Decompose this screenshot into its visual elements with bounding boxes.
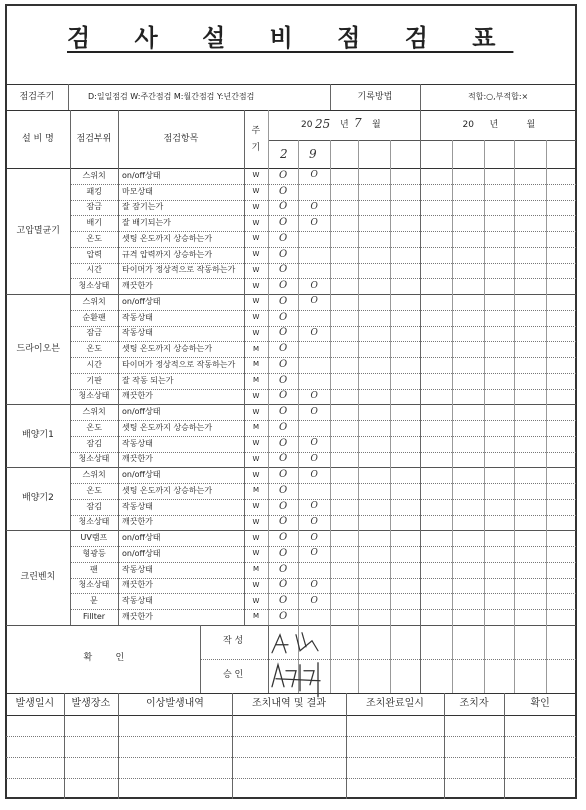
check-cycle: W bbox=[252, 454, 260, 463]
equipment-name: 고압멸균기 bbox=[16, 225, 60, 236]
mark-day-1: O bbox=[279, 484, 288, 496]
mark-day-2: O bbox=[310, 548, 318, 559]
header-equipment: 설 비 명 bbox=[22, 133, 54, 144]
check-item: 깨끗한가 bbox=[122, 281, 153, 291]
mark-day-2: O bbox=[310, 438, 318, 449]
mark-day-2: O bbox=[310, 201, 318, 212]
mark-day-2: O bbox=[310, 501, 318, 512]
mark-day-2: O bbox=[310, 406, 318, 417]
handwritten-day-2: 9 bbox=[309, 147, 317, 161]
check-part: 잠금 bbox=[86, 202, 102, 212]
check-item: on/off상태 bbox=[122, 548, 161, 558]
footer-col-2: 이상발생내역 bbox=[146, 697, 204, 709]
check-item: 작동상태 bbox=[122, 438, 153, 448]
check-cycle: W bbox=[252, 234, 260, 243]
mark-day-1: O bbox=[279, 437, 288, 449]
check-item: 깨끗한가 bbox=[122, 517, 153, 527]
check-cycle: M bbox=[253, 565, 260, 574]
check-cycle: W bbox=[252, 391, 260, 400]
check-cycle: W bbox=[252, 596, 260, 605]
mark-day-2: O bbox=[310, 170, 318, 181]
check-part: 온도 bbox=[86, 485, 102, 495]
check-item: on/off상태 bbox=[122, 533, 161, 543]
check-cycle: W bbox=[252, 502, 260, 511]
header-year-unit: 년 bbox=[340, 119, 349, 130]
check-cycle: W bbox=[252, 187, 260, 196]
mark-day-1: O bbox=[279, 374, 288, 386]
check-cycle: M bbox=[253, 376, 260, 385]
write-label: 작 성 bbox=[223, 636, 244, 647]
mark-day-1: O bbox=[279, 547, 288, 559]
check-cycle: M bbox=[253, 423, 260, 432]
check-cycle: M bbox=[253, 344, 260, 353]
check-cycle: W bbox=[252, 281, 260, 290]
mark-day-1: O bbox=[279, 232, 288, 244]
mark-day-1: O bbox=[279, 280, 288, 292]
header-year2-prefix: 20 bbox=[462, 119, 474, 130]
footer-col-3: 조치내역 및 결과 bbox=[252, 697, 326, 709]
mark-day-1: O bbox=[279, 201, 288, 213]
check-part: 잠김 bbox=[86, 501, 102, 511]
mark-day-1: O bbox=[279, 500, 288, 512]
check-cycle: W bbox=[252, 470, 260, 479]
check-item: on/off상태 bbox=[122, 170, 161, 180]
mark-day-1: O bbox=[279, 406, 288, 418]
check-item: 깨끗한가 bbox=[122, 611, 153, 621]
check-part: Fillter bbox=[83, 611, 106, 621]
mark-day-1: O bbox=[279, 358, 288, 370]
mark-day-2: O bbox=[310, 217, 318, 228]
footer-col-1: 발생장소 bbox=[71, 697, 111, 709]
check-part: 기판 bbox=[86, 375, 102, 385]
check-cycle: M bbox=[253, 612, 260, 621]
header-year-prefix: 20 bbox=[301, 119, 313, 130]
check-part: 청소상태 bbox=[78, 391, 110, 401]
record-method-label: 기록방법 bbox=[357, 91, 393, 102]
check-part: 문 bbox=[90, 596, 98, 606]
check-cycle: W bbox=[252, 250, 260, 259]
check-item: 깨끗한가 bbox=[122, 454, 153, 464]
check-part: 잠금 bbox=[86, 328, 102, 338]
mark-day-1: O bbox=[279, 453, 288, 465]
check-cycle: W bbox=[252, 297, 260, 306]
record-method-legend: 적합:○,부적합:× bbox=[468, 92, 529, 101]
check-item: 셋팅 온도까지 상승하는가 bbox=[122, 422, 213, 432]
check-part: 온도 bbox=[86, 233, 102, 243]
check-item: on/off상태 bbox=[122, 407, 161, 417]
handwritten-month: 7 bbox=[354, 116, 362, 130]
check-item: 깨끗한가 bbox=[122, 391, 153, 401]
equipment-name: 크린벤치 bbox=[20, 572, 56, 582]
check-part: 압력 bbox=[86, 249, 102, 259]
mark-day-1: O bbox=[279, 169, 288, 181]
mark-day-1: O bbox=[279, 185, 288, 197]
check-item: 잘 잠기는가 bbox=[122, 202, 164, 212]
mark-day-2: O bbox=[310, 469, 318, 480]
header-cycle-bottom: 기 bbox=[251, 142, 261, 153]
check-item: 작동상태 bbox=[122, 564, 153, 574]
footer-col-0: 발생일시 bbox=[15, 697, 55, 709]
check-part: 온도 bbox=[86, 344, 102, 354]
mark-day-1: O bbox=[279, 390, 288, 402]
check-part: 스위치 bbox=[82, 170, 106, 180]
check-item: 타이머가 정상적으로 작동하는가 bbox=[122, 265, 236, 275]
check-part: 잠김 bbox=[86, 438, 102, 448]
mark-day-2: O bbox=[310, 595, 318, 606]
check-part: 스위치 bbox=[82, 296, 106, 306]
check-cycle: W bbox=[252, 202, 260, 211]
footer-col-5: 조치자 bbox=[459, 697, 489, 709]
approver-signature bbox=[272, 663, 320, 697]
writer-signature bbox=[272, 633, 318, 653]
equipment-name: 배양기2 bbox=[22, 493, 54, 504]
confirm-label-a: 확 bbox=[83, 653, 93, 664]
check-cycle: W bbox=[252, 265, 260, 274]
check-part: 형광등 bbox=[82, 548, 106, 558]
mark-day-2: O bbox=[310, 532, 318, 543]
check-cycle: M bbox=[253, 486, 260, 495]
check-part: 청소상태 bbox=[78, 454, 110, 464]
check-item: 셋팅 온도까지 상승하는가 bbox=[122, 344, 213, 354]
check-item: on/off상태 bbox=[122, 296, 161, 306]
check-part: 온도 bbox=[86, 422, 102, 432]
mark-day-1: O bbox=[279, 248, 288, 260]
mark-day-1: O bbox=[279, 563, 288, 575]
check-part: 시간 bbox=[86, 265, 102, 275]
mark-day-1: O bbox=[279, 421, 288, 433]
check-cycle: W bbox=[252, 439, 260, 448]
check-item: 규격 압력까지 상승하는가 bbox=[122, 249, 213, 259]
check-part: UV램프 bbox=[80, 533, 108, 543]
check-item: 셋팅 온도까지 상승하는가 bbox=[122, 485, 213, 495]
check-cycle: W bbox=[252, 407, 260, 416]
handwritten-year: 25 bbox=[315, 117, 331, 131]
footer-col-6: 확인 bbox=[530, 697, 550, 709]
check-item: 작동상태 bbox=[122, 328, 153, 338]
confirm-label-b: 인 bbox=[115, 653, 125, 664]
check-cycle: W bbox=[252, 218, 260, 227]
mark-day-2: O bbox=[310, 516, 318, 527]
check-cycle: W bbox=[252, 580, 260, 589]
check-item: 마모상태 bbox=[122, 186, 153, 196]
header-month2-unit: 월 bbox=[526, 119, 536, 130]
equipment-name: 배양기1 bbox=[22, 430, 54, 441]
check-item: 잘 배기되는가 bbox=[122, 218, 171, 228]
footer-col-4: 조치완료일시 bbox=[366, 697, 424, 709]
header-item: 점검항목 bbox=[163, 133, 199, 144]
mark-day-1: O bbox=[279, 264, 288, 276]
mark-day-2: O bbox=[310, 327, 318, 338]
approve-label: 승 인 bbox=[223, 670, 244, 681]
check-part: 배기 bbox=[86, 218, 102, 228]
check-part: 청소상태 bbox=[78, 281, 110, 291]
mark-day-1: O bbox=[279, 469, 288, 481]
mark-day-2: O bbox=[310, 296, 318, 307]
check-cycle: W bbox=[252, 533, 260, 542]
mark-day-2: O bbox=[310, 280, 318, 291]
mark-day-1: O bbox=[279, 595, 288, 607]
check-item: 잘 작동 되는가 bbox=[122, 375, 174, 385]
mark-day-2: O bbox=[310, 579, 318, 590]
check-item: 작동상태 bbox=[122, 312, 153, 322]
check-item: 타이머가 정상적으로 작동하는가 bbox=[122, 359, 236, 369]
mark-day-2: O bbox=[310, 453, 318, 464]
mark-day-1: O bbox=[279, 217, 288, 229]
check-part: 팬 bbox=[90, 564, 98, 574]
mark-day-2: O bbox=[310, 390, 318, 401]
check-item: 깨끗한가 bbox=[122, 580, 153, 590]
check-part: 스위치 bbox=[82, 470, 106, 480]
check-cycle: W bbox=[252, 328, 260, 337]
mark-day-1: O bbox=[279, 516, 288, 528]
check-item: on/off상태 bbox=[122, 470, 161, 480]
check-part: 패킹 bbox=[86, 186, 102, 196]
handwritten-day-1: 2 bbox=[280, 147, 288, 161]
header-part: 점검부위 bbox=[76, 133, 112, 144]
check-cycle: W bbox=[252, 549, 260, 558]
check-cycle: W bbox=[252, 517, 260, 526]
mark-day-1: O bbox=[279, 610, 288, 622]
mark-day-1: O bbox=[279, 579, 288, 591]
check-cycle: M bbox=[253, 360, 260, 369]
mark-day-1: O bbox=[279, 327, 288, 339]
cycle-legend: D:일일점검 W:주간점검 M:월간점검 Y:년간점검 bbox=[88, 92, 255, 101]
mark-day-1: O bbox=[279, 343, 288, 355]
cycle-label: 점검주기 bbox=[19, 91, 55, 102]
check-cycle: W bbox=[252, 313, 260, 322]
check-item: 셋팅 온도까지 상승하는가 bbox=[122, 233, 213, 243]
check-part: 순환팬 bbox=[82, 312, 106, 322]
check-part: 청소상태 bbox=[78, 517, 110, 527]
header-month-unit: 월 bbox=[372, 119, 381, 130]
mark-day-1: O bbox=[279, 311, 288, 323]
page-title: 검 사 설 비 점 검 표 bbox=[67, 24, 514, 52]
check-part: 시간 bbox=[86, 359, 102, 369]
check-part: 스위치 bbox=[82, 407, 106, 417]
mark-day-1: O bbox=[279, 295, 288, 307]
header-year2-unit: 년 bbox=[489, 119, 499, 130]
check-item: 작동상태 bbox=[122, 596, 153, 606]
mark-day-1: O bbox=[279, 532, 288, 544]
check-cycle: W bbox=[252, 171, 260, 180]
check-item: 작동상태 bbox=[122, 501, 153, 511]
header-cycle-top: 주 bbox=[251, 125, 261, 136]
check-part: 청소상태 bbox=[78, 580, 110, 590]
equipment-name: 드라이오븐 bbox=[16, 343, 60, 354]
